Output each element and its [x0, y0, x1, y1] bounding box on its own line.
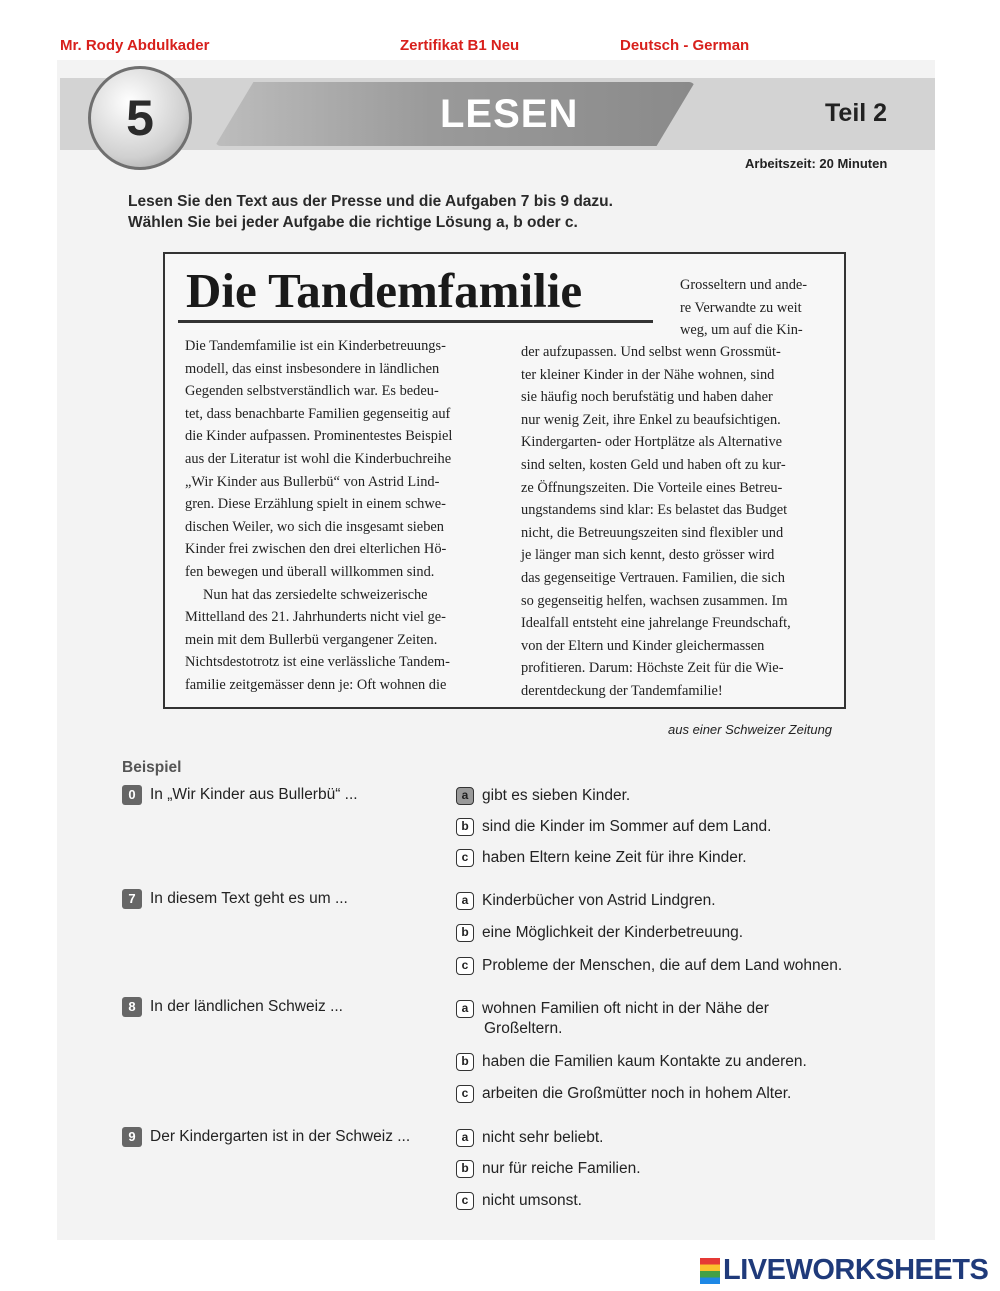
option-checkbox[interactable]: a: [456, 1000, 474, 1018]
question-stem: In diesem Text geht es um ...: [150, 890, 348, 908]
course-name: Zertifikat B1 Neu: [400, 37, 520, 54]
section-title: LESEN: [440, 92, 579, 136]
question-number: 7: [122, 889, 142, 909]
article-line: die Kinder aufpassen. Prominentestes Beispiel: [185, 428, 453, 445]
article-line: dischen Weiler, wo sich die insgesamt sieben: [185, 518, 444, 535]
article-line: familie zeitgemässer denn je: Oft wohnen die: [185, 676, 447, 693]
option-7c[interactable]: c Probleme der Menschen, die auf dem Land wohnen.: [456, 956, 886, 976]
article-line: Gegenden selbstverständlich war. Es bedeu-: [185, 383, 439, 400]
question-number: 0: [122, 785, 142, 805]
option-7b[interactable]: b eine Möglichkeit der Kinderbetreuung.: [456, 923, 886, 943]
article-line: re Verwandte zu weit: [680, 299, 802, 316]
article-line: tet, dass benachbarte Familien gegenseitig auf: [185, 405, 451, 422]
article-line: aus der Literatur ist wohl die Kinderbuchreihe: [185, 450, 452, 467]
question-stem: Der Kindergarten ist in der Schweiz ...: [150, 1128, 411, 1146]
option-checkbox[interactable]: a: [456, 892, 474, 910]
option-0b[interactable]: b sind die Kinder im Sommer auf dem Land.: [456, 817, 886, 837]
article-line: modell, das einst insbesondere in ländlichen: [185, 360, 440, 377]
article-line: Die Tandemfamilie ist ein Kinderbetreuungs-: [185, 338, 446, 354]
article-line: mein mit dem Bullerbü vergangener Zeiten.: [185, 631, 438, 648]
article-line: das gegenseitige Vertrauen. Familien, die sich: [521, 569, 785, 586]
instruction-line-1: Lesen Sie den Text aus der Presse und die Aufgaben 7 bis 9 dazu.: [128, 193, 613, 210]
option-9c[interactable]: c nicht umsonst.: [456, 1191, 886, 1211]
article-line: sie häufig noch berufstätig und haben daher: [521, 389, 773, 406]
option-0c[interactable]: c haben Eltern keine Zeit für ihre Kinder.: [456, 848, 886, 868]
article-line: der aufzupassen. Und selbst wenn Grossmüt-: [521, 344, 781, 360]
liveworksheets-logo[interactable]: LIVEWORKSHEETS: [700, 1254, 988, 1287]
article-line: weg, um auf die Kin-: [680, 322, 803, 339]
time-limit: Arbeitszeit: 20 Minuten: [745, 156, 888, 171]
article-line: „Wir Kinder aus Bullerbü“ von Astrid Lind-: [185, 473, 440, 490]
article-column-1: [185, 335, 495, 697]
question-stem: In der ländlichen Schweiz ...: [150, 998, 343, 1016]
liveworksheets-icon: [700, 1258, 720, 1284]
option-checkbox[interactable]: c: [456, 849, 474, 867]
teacher-name: Mr. Rody Abdulkader: [60, 37, 210, 54]
option-0a[interactable]: a gibt es sieben Kinder.: [456, 786, 886, 806]
option-checkbox[interactable]: c: [456, 1085, 474, 1103]
question-7: [122, 889, 348, 909]
section-number: 5: [126, 90, 154, 146]
option-8c[interactable]: c arbeiten die Großmütter noch in hohem Alter.: [456, 1084, 886, 1104]
article-source: aus einer Schweizer Zeitung: [668, 722, 833, 737]
option-9a[interactable]: a nicht sehr beliebt.: [456, 1128, 886, 1148]
question-number: 9: [122, 1127, 142, 1147]
article-line: von der Eltern und Kinder gleichermassen: [521, 637, 765, 654]
article-line: gren. Diese Erzählung spielt in einem schwe-: [185, 496, 446, 513]
article-line: Kinder frei zwischen den drei elterlichen Hö-: [185, 541, 447, 558]
article-column-2: [521, 341, 831, 703]
article-line: Kindergarten- oder Hortplätze als Alternative: [521, 434, 783, 451]
article-title: Die Tandemfamilie: [186, 263, 583, 318]
option-checkbox[interactable]: a: [456, 1129, 474, 1147]
option-checkbox[interactable]: b: [456, 818, 474, 836]
instruction-line-2: Wählen Sie bei jeder Aufgabe die richtige Lösung a, b oder c.: [128, 214, 578, 231]
article-line: Nichtsdestotrotz ist eine verlässliche Tandem-: [185, 654, 450, 671]
example-label: Beispiel: [122, 759, 182, 776]
question-0: [122, 785, 358, 805]
question-9: [122, 1127, 410, 1147]
title-underline: [178, 320, 653, 323]
article-line: so gegenseitig helfen, wachsen zusammen. Im: [521, 592, 788, 609]
article-line: fen bewegen und überall willkommen sind.: [185, 563, 435, 580]
option-checkbox[interactable]: c: [456, 1192, 474, 1210]
article-line: Mittelland des 21. Jahrhunderts nicht viel ge-: [185, 609, 446, 626]
option-checkbox[interactable]: b: [456, 924, 474, 942]
option-checkbox[interactable]: b: [456, 1053, 474, 1071]
article-line: nur wenig Zeit, ihre Enkel zu beaufsichtigen.: [521, 411, 781, 428]
option-8a[interactable]: a wohnen Familien oft nicht in der Nähe der Großeltern.: [456, 999, 886, 1039]
article-line: je länger man sich kennt, desto grösser wird: [521, 547, 775, 564]
option-checkbox[interactable]: b: [456, 1160, 474, 1178]
article-line: Idealfall entsteht eine jahrelange Freundschaft,: [521, 615, 791, 632]
article-line: nicht, die Betreuungszeiten sind flexibler und: [521, 524, 784, 541]
article-line: ungstandems sind klar: Es belastet das Budget: [521, 502, 788, 519]
article-line: ze Öffnungszeiten. Die Vorteile eines Betreu-: [521, 479, 783, 496]
article-line: Nun hat das zersiedelte schweizerische: [203, 586, 428, 603]
article-line: sind selten, kosten Geld und haben oft zu kur-: [521, 456, 786, 473]
article-line: profitieren. Darum: Höchste Zeit für die Wie-: [521, 660, 784, 677]
article-line: derentdeckung der Tandemfamilie!: [521, 682, 723, 699]
question-number: 8: [122, 997, 142, 1017]
part-label: Teil 2: [825, 99, 888, 127]
article-line: ter kleiner Kinder in der Nähe wohnen, sind: [521, 366, 775, 383]
option-9b[interactable]: b nur für reiche Familien.: [456, 1159, 886, 1179]
language-label: Deutsch - German: [620, 37, 750, 54]
option-8b[interactable]: b haben die Familien kaum Kontakte zu anderen.: [456, 1052, 886, 1072]
option-checkbox-crossed[interactable]: a: [456, 787, 474, 805]
question-8: [122, 997, 343, 1017]
article-column-2-top: [680, 274, 832, 342]
question-stem: In „Wir Kinder aus Bullerbü“ ...: [150, 786, 358, 804]
option-7a[interactable]: a Kinderbücher von Astrid Lindgren.: [456, 891, 886, 911]
article-line: Grosseltern und ande-: [680, 277, 808, 293]
option-checkbox[interactable]: c: [456, 957, 474, 975]
